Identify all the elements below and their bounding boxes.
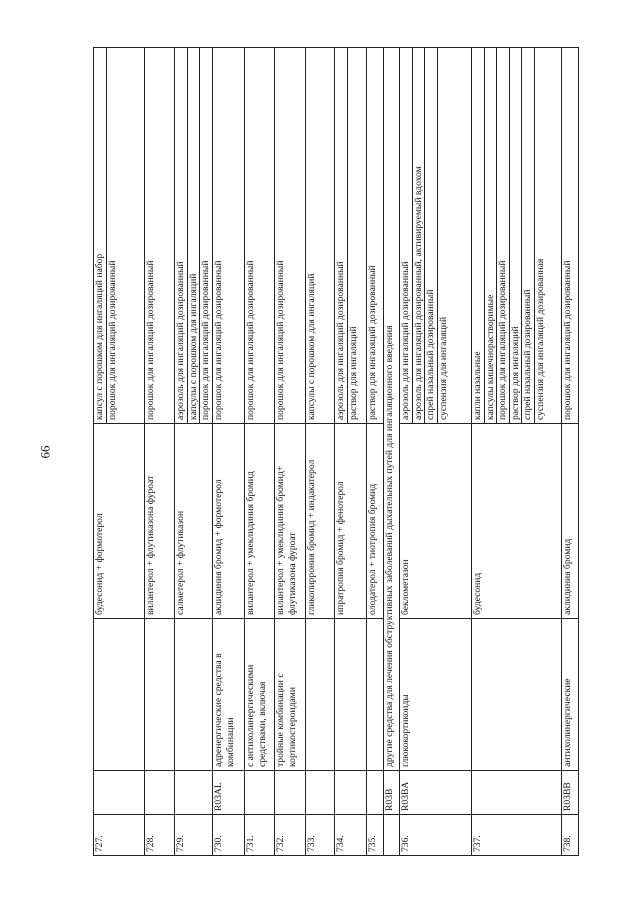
- pharm-group: с антихолинергическими средствами, включая: [245, 619, 275, 771]
- dosage-forms: [306, 48, 335, 424]
- row-number: 736.: [400, 815, 472, 856]
- atc-code: [367, 771, 384, 815]
- row-number: 735.: [367, 815, 384, 856]
- pharm-group: антихолинергические: [562, 619, 579, 771]
- dosage-form: капсулы с порошком для ингаляций: [187, 48, 200, 423]
- atc-code: R03AL: [213, 771, 245, 815]
- pharm-group: адренергические средства в комбинации: [213, 619, 245, 771]
- dosage-form: капсулы с порошком для ингаляций: [306, 273, 317, 420]
- dosage-form: раствор для ингаляций дозированный: [367, 265, 378, 420]
- dosage-form: порошок для ингаляций дозированный: [145, 260, 156, 420]
- dosage-form: порошок для ингаляций дозированный: [106, 48, 119, 423]
- pharm-group: [145, 619, 175, 771]
- dosage-form: суспензия для ингаляций дозированная: [534, 48, 547, 423]
- dosage-form: капсул с порошком для ингаляций набор: [94, 253, 105, 420]
- drug-name: ипратропия бромид + фенотерол: [335, 424, 367, 619]
- dosage-form: спрей назальный дозированный: [424, 48, 437, 423]
- atc-code: R03B: [384, 771, 400, 815]
- row-number: 730.: [213, 815, 245, 856]
- dosage-form: раствор для ингаляций: [509, 48, 522, 423]
- drug-list-table: [93, 47, 579, 856]
- dosage-forms: [275, 48, 306, 424]
- pharm-group: глюкокортикоиды: [400, 619, 472, 771]
- drug-name: аклидиния бромид + формотерол: [213, 424, 245, 619]
- row-number: 733.: [306, 815, 335, 856]
- drug-name: салметерол + флутиказон: [175, 424, 213, 619]
- pharm-group: [367, 619, 384, 771]
- table-row: [145, 48, 175, 856]
- atc-code: [275, 771, 306, 815]
- table-row: [472, 48, 562, 856]
- dosage-forms: [175, 48, 213, 424]
- dosage-form: порошок для ингаляций дозированный: [213, 260, 224, 420]
- atc-code: [335, 771, 367, 815]
- dosage-form: спрей назальный дозированный: [521, 48, 534, 423]
- dosage-form: порошок для ингаляций дозированный: [199, 48, 212, 423]
- row-number: 738.: [562, 815, 579, 856]
- row-number: 732.: [275, 815, 306, 856]
- table-row: [306, 48, 335, 856]
- atc-code: [306, 771, 335, 815]
- row-number: [384, 815, 400, 856]
- dosage-form: раствор для ингаляций: [347, 48, 360, 423]
- row-number: 734.: [335, 815, 367, 856]
- dosage-forms: [94, 48, 145, 424]
- dosage-forms: [400, 48, 472, 424]
- pharm-group: [94, 619, 145, 771]
- pharm-group: [335, 619, 367, 771]
- dosage-form: аэрозоль для ингаляций дозированный: [335, 261, 346, 420]
- dosage-form: порошок для ингаляций дозированный: [245, 260, 256, 420]
- row-number: 731.: [245, 815, 275, 856]
- row-number: 729.: [175, 815, 213, 856]
- drug-name: вилантерол + умеклидиния бромид+ флутиказона фуроат: [275, 424, 306, 619]
- dosage-form: аэрозоль для ингаляций дозированный: [400, 261, 411, 420]
- table-row: [335, 48, 367, 856]
- drug-name: будесонид + формотерол: [94, 424, 145, 619]
- atc-code: R03BB: [562, 771, 579, 815]
- pharm-group: [472, 619, 562, 771]
- pharm-group: [306, 619, 335, 771]
- table-row: [562, 48, 579, 856]
- rotated-page-content: [93, 48, 580, 856]
- atc-code: [175, 771, 213, 815]
- table-row: [213, 48, 245, 856]
- atc-code: [145, 771, 175, 815]
- dosage-forms: [472, 48, 562, 424]
- row-number: 727.: [94, 815, 145, 856]
- drug-name: будесонид: [472, 424, 562, 619]
- dosage-form: суспензия для ингаляций: [437, 48, 450, 423]
- drug-name: олодатерол + тиотропия бромид: [367, 424, 384, 619]
- table-row: [400, 48, 472, 856]
- dosage-form: аэрозоль для ингаляций дозированный, активируемый вдохом: [412, 48, 425, 423]
- table-row: [175, 48, 213, 856]
- dosage-forms: [335, 48, 367, 424]
- table-row: [367, 48, 384, 856]
- dosage-forms: [145, 48, 175, 424]
- dosage-form: аэрозоль для ингаляций дозированный: [175, 261, 186, 420]
- atc-code: [245, 771, 275, 815]
- page-number: 66: [37, 445, 53, 459]
- atc-code: [472, 771, 562, 815]
- dosage-form: порошок для ингаляций дозированный: [496, 48, 509, 423]
- table-row-section: [384, 48, 400, 856]
- dosage-form: капсулы кишечнорастворимые: [484, 48, 497, 423]
- pharm-group: [175, 619, 213, 771]
- atc-code: [94, 771, 145, 815]
- atc-code: R03BA: [400, 771, 472, 815]
- dosage-forms: [213, 48, 245, 424]
- dosage-form: капли назальные: [472, 351, 483, 420]
- drug-name: беклометазон: [400, 424, 472, 619]
- dosage-form: порошок для ингаляций дозированный: [562, 260, 573, 420]
- dosage-forms: [562, 48, 579, 424]
- row-number: 737.: [472, 815, 562, 856]
- dosage-forms: [367, 48, 384, 424]
- table-row: [275, 48, 306, 856]
- dosage-forms: [245, 48, 275, 424]
- pharm-group: другие средства для лечения обструктивных заболеваний дыхательных путей для ингаляционного введения: [384, 48, 400, 771]
- row-number: 728.: [145, 815, 175, 856]
- dosage-form: порошок для ингаляций дозированный: [275, 260, 286, 420]
- drug-name: аклидиния бромид: [562, 424, 579, 619]
- pharm-group: тройные комбинации с кортикостероидами: [275, 619, 306, 771]
- table-row: [94, 48, 145, 856]
- drug-name: гликопиррония бромид + индакатерол: [306, 424, 335, 619]
- table-row: [245, 48, 275, 856]
- drug-name: вилантерол + флутиказона фуроат: [145, 424, 175, 619]
- drug-name: вилантерол + умеклидиния бромид: [245, 424, 275, 619]
